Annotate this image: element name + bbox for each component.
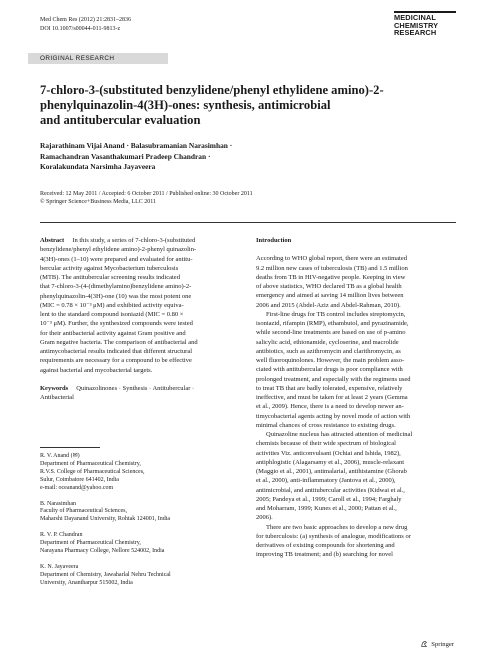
affiliation-line: B. Narasimhan [40,500,76,507]
introduction-paragraph [256,254,456,310]
publication-dates [40,190,460,206]
publisher-name: Springer [431,640,454,648]
introduction-column [256,236,456,560]
article-title [40,83,440,128]
affiliation-line: R. V. Anand (✉) [40,453,80,459]
doi-line: DOI 10.1007/s00044-011-9813-z [40,25,121,32]
keywords-heading: Keywords [40,384,69,392]
introduction-line: antimicrobial, and antitubercular activities (Kidwai et al., [256,486,405,494]
logo-line-3: RESEARCH [394,28,437,38]
affiliation-line: R. V. P. Chandran [40,532,83,539]
publisher-footer [420,640,454,648]
abstract-line: requirements are necessary for a compound to be effective [40,357,192,365]
abstract-line: (MTB). The antitubercular screening results indicated [40,274,180,281]
author-line-3: Koralakundata Narsimha Jayaveera [40,162,156,172]
abstract-heading: Abstract [40,237,65,244]
abstract-block [40,236,238,375]
introduction-line: timycobacterial agents acting by novel mode of action with [256,412,411,420]
introduction-line: prolonged treatment, and especially with the regimens used [256,375,411,383]
article-type-banner: ORIGINAL RESEARCH [28,53,168,64]
introduction-line: ineffective, and must be taken for at least 2 years (Gemma [256,394,408,401]
abstract-line: lent to the standard compound isoniazid (MIC = 0.80 × [40,311,184,318]
abstract-line: against bacterial and mycobacterial targets. [40,366,153,374]
introduction-line: antiphlogistic (Alagarsamy et al., 2006), muscle-relaxant [256,458,405,466]
introduction-paragraph [256,310,456,430]
introduction-line: (Maggio et al., 2001), antimalarial, antihistamine (Ghorab [256,468,407,475]
affiliation-line: K. N. Jayaveera [40,563,79,570]
keywords-line: Quinazolinones · Synthesis · Antitubercular · [76,384,195,392]
affiliation-block [40,501,220,525]
abstract-line: Gram negative bacteria. The comparison of antibacterial and [40,338,198,346]
author-list [40,141,420,173]
affiliation-line: Department of Chemistry, Jawaharlal Nehru Technical [40,571,171,578]
logo-bar [394,11,456,13]
abstract-line: 10⁻³ μM). Further, the synthesized compounds were tested [40,320,193,328]
introduction-line: well fluoroquinolones. However, the main problem asso- [256,357,405,364]
abstract-line: phenylquinazolin-4(3H)-one (10) was the most potent one [40,292,192,300]
affiliation-line: University, Anantharpur 515002, India [40,579,133,586]
abstract-line: for their antibacterial activity against Gram positive and [40,329,186,337]
introduction-body [256,254,456,559]
introduction-line: 9.2 million new cases of tuberculosis (TB) and 1.5 million [256,264,408,272]
abstract-line: antimycobacterial results indicated that different structural [40,348,193,355]
title-line-3: and antitubercular evaluation [40,113,201,127]
journal-citation: Med Chem Res (2012) 21:2831–2836 [40,17,131,23]
introduction-line: activities Viz. anticonvulsant (Ochiai and Ishida, 1982), [256,449,401,457]
introduction-line: emergency and aimed at saving 14 million lives between [256,292,404,300]
introduction-line: et al., 2000), anti-inflammatory (Jantova et al., 2000), [256,477,396,485]
section-divider [40,222,456,223]
journal-logo [394,14,456,37]
logo-line-1: MEDICINAL [394,13,436,22]
author-line-1: Rajarathinam Vijai Anand · Balasubramanian Narasimhan · [40,141,233,150]
affiliation-line: Faculty of Pharmaceutical Sciences, [40,508,127,515]
affiliation-line: Maharshi Dayanand University, Rohtak 124001, India [40,516,171,523]
introduction-line: 2005; Pandeya et al., 1999; Caroll et al., 1994; Farghaly [256,495,402,503]
introduction-line: while second-line treatments are based on use of p-amino [256,329,406,337]
copyright-line: © Springer Science+Business Media, LLC 2011 [40,199,157,206]
affiliation-line: Narayana Pharmacy College, Nellore 524002, India [40,548,165,555]
introduction-line: 2006). [256,514,273,522]
title-line-1: 7-chloro-3-(substituted benzylidene/phenyl ethylidene amino)-2- [40,83,384,97]
introduction-line: improving TB treatment; and (b) searching for novel [256,551,393,559]
introduction-line: antibiotics, such as azithromycin and clarithromycin, as [256,347,401,355]
introduction-line: Quinazoline nucleus has attracted attention of medicinal [266,431,413,438]
email-line: e-mail: oceanand@yahoo.com [40,484,114,491]
abstract-line: bercular activity against Mycobacterium tuberculosis [40,264,179,272]
introduction-line: and Moharram, 1999; Kunes et al., 2000; Pattan et al., [256,505,397,512]
introduction-heading: Introduction [256,237,292,244]
title-line-2: phenylquinazolin-4(3H)-ones: synthesis, antimicrobial [40,98,331,112]
introduction-line: et al., 2009). Hence, there is a need to develop newer an- [256,403,404,411]
abstract-body [40,237,198,374]
introduction-line: isoniazid, rifampin (RMP), ethambutol, and pyrazinamide, [256,320,409,327]
affiliation-line: Department of Pharmaceutical Chemistry, [40,460,141,467]
introduction-line: There are two basic approaches to develop a new drug [266,523,408,531]
journal-header [40,16,131,33]
author-line-2: Ramachandran Vasanthakumari Pradeep Chandran · [40,151,211,161]
keywords-line: Antibacterial [40,394,74,401]
springer-horse-icon [420,640,428,648]
introduction-line: According to WHO global report, there were an estimated [256,255,407,263]
abstract-line: 4(3H)-ones (1–10) were prepared and evaluated for antitu- [40,255,193,263]
affiliation-line: R.V.S. College of Pharmaceutical Sciences, [40,468,145,475]
introduction-line: deaths from TB in HIV-negative people. Keeping in view [256,273,406,281]
affiliation-block [40,532,220,556]
affiliation-block [40,453,220,493]
introduction-line: derivatives of existing compounds for shortening and [256,542,395,549]
abstract-line: benzylidene/phenyl ethylidene amino)-2-phenyl quinazolin- [40,246,197,254]
affiliation-block [40,564,220,588]
introduction-line: for tuberculosis: (a) synthesis of analogue, modifications or [256,532,411,540]
logo-line-2: CHEMISTRY [394,20,439,30]
keywords-block [40,384,238,403]
introduction-line: salicylic acid, ethionamide, cycloserine, and macrolide [256,338,399,346]
received-line: Received: 12 May 2011 / Accepted: 6 October 2011 / Published online: 30 October 2011 [40,191,253,197]
abstract-line: that 7-chloro-3-(4-(dimethylamino)benzylidene amino)-2- [40,283,192,291]
introduction-paragraph [256,430,456,523]
introduction-line: chemists because of their wide spectrum of biological [256,440,396,448]
introduction-line: 2006 and 2015 (Abdel-Aziz and Abdel-Rahman, 2010). [256,301,401,309]
introduction-line: ciated with antitubercular drugs is poor compliance with [256,366,403,374]
introduction-line: minimal chances of cross resistance to existing drugs. [256,421,396,429]
abstract-column [40,236,238,402]
abstract-line: In this study, a series of 7-chloro-3-(substituted [72,237,196,244]
introduction-paragraph [256,523,456,560]
abstract-line: (MIC = 0.78 × 10⁻³ μM) and exhibited activity equiva- [40,301,184,309]
affiliation-line: Department of Pharmaceutical Chemistry, [40,540,141,547]
affiliations [40,453,220,596]
footnote-divider [40,447,100,448]
introduction-line: of above statistics, WHO declared TB as a global health [256,283,402,290]
introduction-line: First-line drugs for TB control includes streptomycin, [266,310,406,318]
affiliation-line: Sulur, Coimbatore 641402, India [40,476,119,483]
introduction-line: to treat TB that are badly tolerated, expensive, relatively [256,384,403,392]
